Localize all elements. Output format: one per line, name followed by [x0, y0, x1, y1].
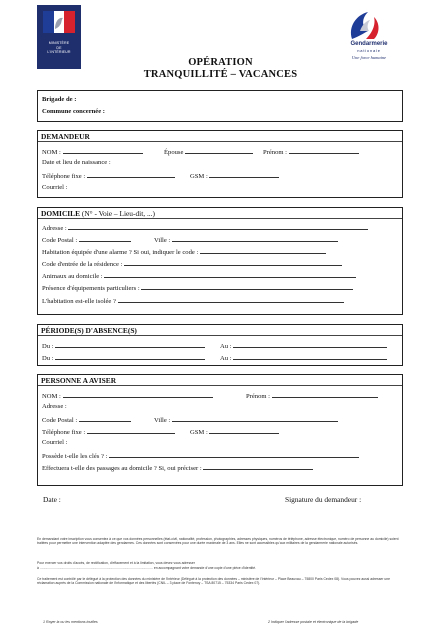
- brigade-field[interactable]: Brigade de :: [42, 96, 77, 103]
- personne-header: PERSONNE A AVISER: [38, 375, 402, 386]
- demandeur-prenom-field[interactable]: Prénom :: [263, 147, 359, 157]
- privacy-notice-2: Pour exercer vos droits d'accès, de rectification, d'effacement et à la limitation, vous devez vous adresser: [37, 561, 195, 565]
- domicile-adresse-field[interactable]: Adresse :: [42, 223, 368, 233]
- domicile-code-entree-field[interactable]: Code d'entrée de la résidence :: [42, 259, 342, 269]
- domicile-equipements-field[interactable]: Présence d'équipements particuliers :: [42, 283, 353, 293]
- demandeur-naissance-field[interactable]: Date et lieu de naissance :: [42, 159, 111, 166]
- demandeur-gsm-field[interactable]: GSM :: [190, 171, 279, 181]
- footnote-1: 1 Rayer la ou les mentions inutiles: [43, 620, 98, 624]
- gendarmerie-brand: Gendarmerie: [350, 41, 388, 47]
- privacy-notice-3: à ........................................................................................................................ en accompagnant votre demande d'une copie d'une pièce d'identité.: [37, 566, 257, 570]
- demandeur-section: [37, 130, 403, 198]
- marianne-flag-icon: [43, 11, 75, 33]
- personne-gsm-field[interactable]: GSM :: [190, 427, 279, 437]
- personne-cles-field[interactable]: Possède t-elle les clés ? :: [42, 451, 359, 461]
- gendarmerie-brand-sub: nationale: [357, 48, 381, 53]
- personne-nom-field[interactable]: NOM :: [42, 391, 213, 401]
- signature-label: Signature du demandeur :: [285, 495, 362, 504]
- absence-au-field-1[interactable]: Au :: [220, 341, 387, 351]
- title-line-1: OPÉRATION: [188, 57, 253, 68]
- ministere-text: MINISTÈRE DE L'INTÉRIEUR: [47, 41, 71, 55]
- demandeur-epouse-field[interactable]: Épouse: [164, 147, 253, 157]
- domicile-header: DOMICILE (N° - Voie – Lieu-dit, ...): [38, 208, 402, 219]
- absence-du-field-2[interactable]: Du :: [42, 353, 205, 363]
- personne-aviser-section: [37, 374, 403, 486]
- domicile-animaux-field[interactable]: Animaux au domicile :: [42, 271, 356, 281]
- domicile-ville-field[interactable]: Ville :: [154, 235, 338, 245]
- domicile-code-postal-field[interactable]: Code Postal :: [42, 235, 131, 245]
- title-line-2: TRANQUILLITÉ – VACANCES: [143, 69, 298, 80]
- demandeur-courriel-field[interactable]: Courriel :: [42, 184, 68, 191]
- domicile-isolee-field[interactable]: L'habitation est-elle isolée ?: [42, 296, 344, 306]
- personne-prenom-field[interactable]: Prénom :: [246, 391, 378, 401]
- date-label: Date :: [43, 495, 61, 504]
- personne-code-postal-field[interactable]: Code Postal :: [42, 415, 131, 425]
- footnote-2: 2 Indiquer l'adresse postale et électronique de la brigade: [268, 620, 359, 624]
- absence-du-field-1[interactable]: Du :: [42, 341, 205, 351]
- domicile-alarme-field[interactable]: Habitation équipée d'une alarme ? Si oui, indiquer le code :: [42, 247, 326, 257]
- privacy-notice-4: Ce traitement est contrôlé par le délégué à la protection des données du ministère de l'Intérieur (Délégué à la protection des données – ministère de l'Intérieur – Place Beauvau – 75800 Paris Cedex 08). Vous pouvez aussi adresser une réclamation auprès de la Commission nationale de l'informatique et des libertés (CNIL – 3 place de Fontenoy – TSA 80715 – 75334 Paris Cedex 07).: [37, 577, 391, 586]
- personne-adresse-field[interactable]: Adresse :: [42, 403, 67, 410]
- personne-passages-field[interactable]: Effectuera t-elle des passages au domicile ? Si, oui préciser :: [42, 463, 313, 473]
- personne-telephone-field[interactable]: Téléphone fixe :: [42, 427, 175, 437]
- absence-section: [37, 324, 403, 366]
- privacy-notice-1: En demandant votre inscription vous consentez à ce que vos données personnelles (état-civil, nationalité, profession, photographies, adresses physiques, numéros de téléphone, adresse électronique, numéro de personne au domicile) soient traitées pour permettre une intervention adaptée des gendarmes. Ces données sont conservées pour une durée maximale de 3 ans. Elles ne sont accessibles qu'aux militaires de la gendarmerie nationale autorisés.: [37, 537, 399, 546]
- demandeur-nom-field[interactable]: NOM :: [42, 147, 143, 157]
- personne-courriel-field[interactable]: Courriel :: [42, 439, 68, 446]
- personne-ville-field[interactable]: Ville :: [154, 415, 338, 425]
- absence-au-field-2[interactable]: Au :: [220, 353, 387, 363]
- commune-field[interactable]: Commune concernée :: [42, 108, 105, 115]
- demandeur-header: DEMANDEUR: [38, 131, 402, 142]
- demandeur-telephone-field[interactable]: Téléphone fixe :: [42, 171, 175, 181]
- gendarmerie-flame-icon: [344, 9, 386, 43]
- domicile-section: [37, 207, 403, 315]
- absence-header: PÉRIODE(S) D'ABSENCE(S): [38, 325, 402, 336]
- brigade-box: [37, 90, 403, 122]
- gendarmerie-motto: Une force humaine: [351, 55, 387, 60]
